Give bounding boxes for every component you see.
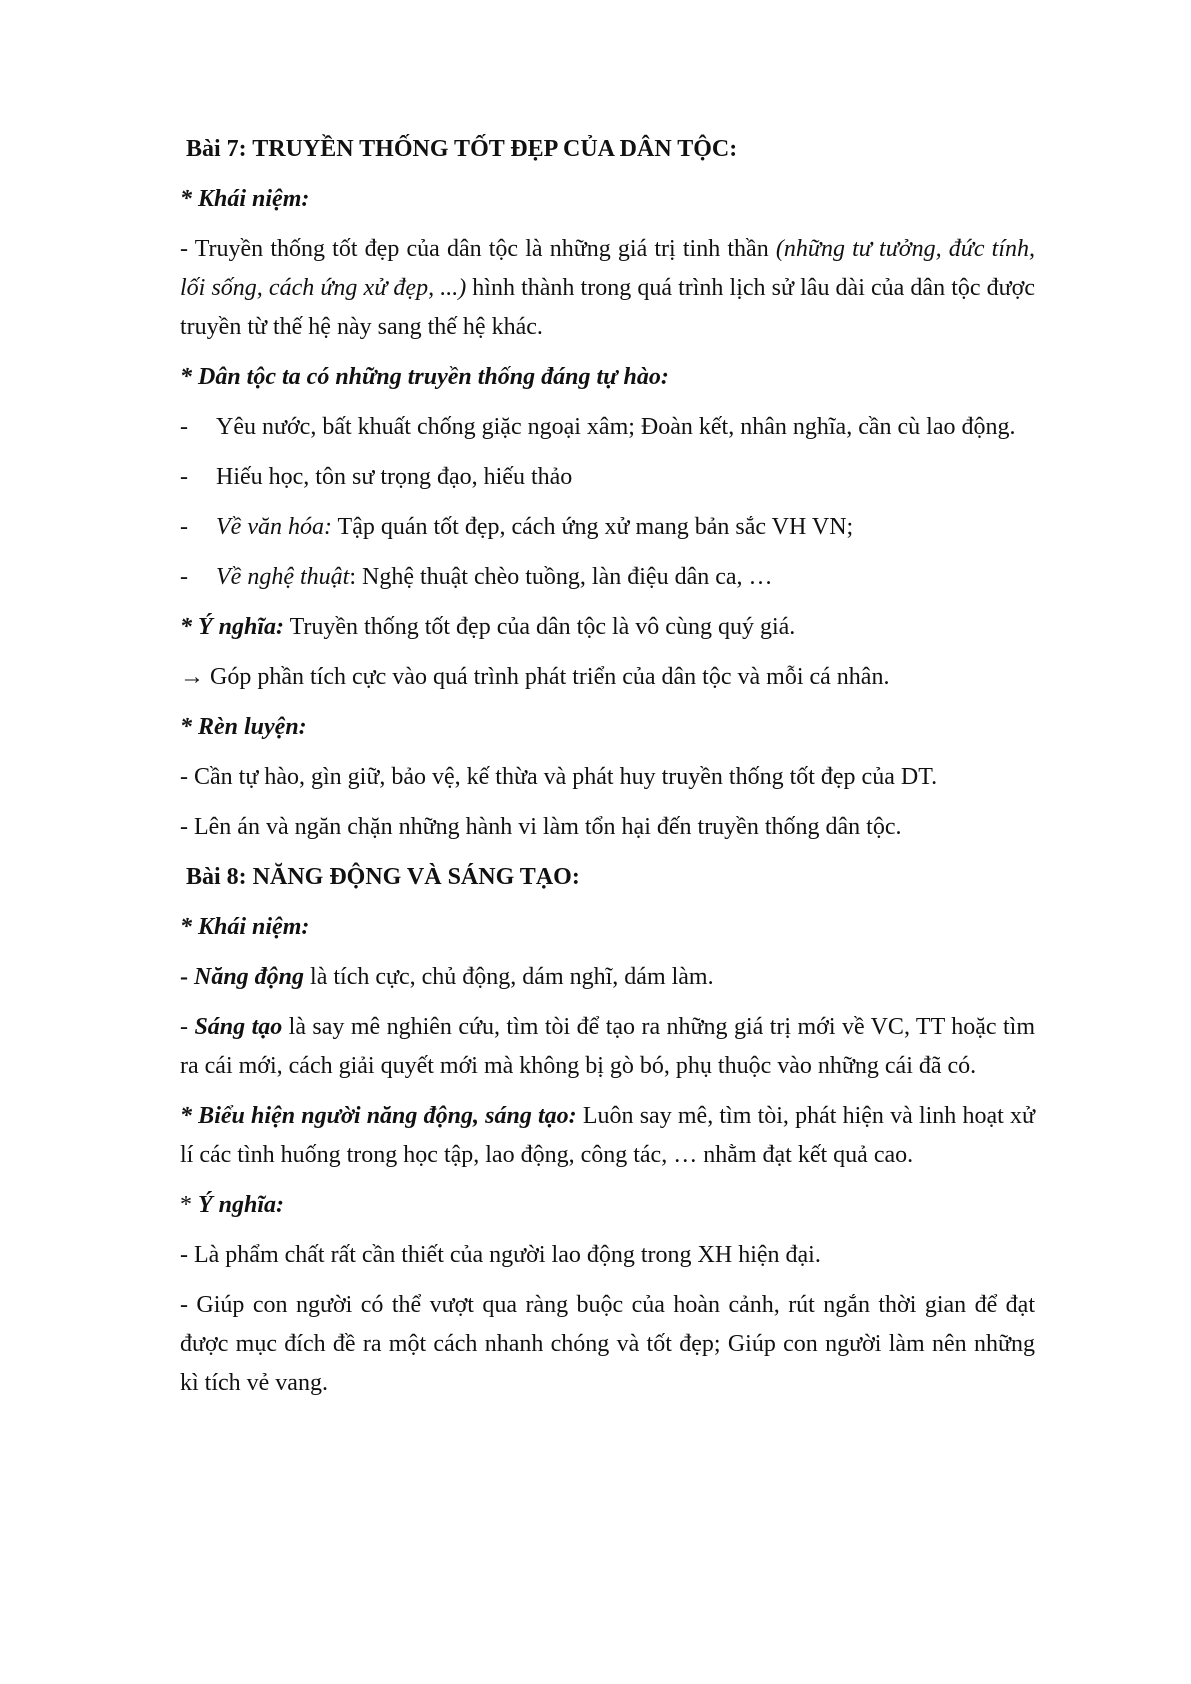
list-dash: -: [180, 564, 188, 590]
tradition-list-item: [180, 558, 1035, 597]
practice-item: - Lên án và ngăn chặn những hành vi làm tổn hại đến truyền thống dân tộc.: [180, 814, 902, 840]
lesson-8-concept-heading: * Khái niệm:: [180, 914, 310, 940]
lesson-7-concept-paragraph: [180, 230, 1035, 347]
lesson-7-title: Bài 7: TRUYỀN THỐNG TỐT ĐẸP CỦA DÂN TỘC:: [186, 136, 738, 162]
tradition-list-item: [180, 508, 1035, 547]
concept-text-end: hình thành trong quá trình lịch sử lâu dài của dân tộc được truyền từ thế hệ này sang thế hệ khác.: [180, 275, 1035, 340]
meaning-heading: * Ý nghĩa:: [180, 614, 285, 640]
meaning-item: - Giúp con người có thể vượt qua ràng buộc của hoàn cảnh, rút ngắn thời gian để đạt được mục đích đề ra một cách nhanh chóng và tốt đẹp; Giúp con người làm nên những kì tích vẻ vang.: [180, 1292, 1035, 1396]
creative-definition: - Sáng tạo là say mê nghiên cứu, tìm tòi để tạo ra những giá trị mới về VC, TT hoặc tìm ra cái mới, cách giải quyết mới mà không bị gò bó, phụ thuộc vào những cái đã có.: [180, 1014, 1035, 1079]
tradition-text: Về nghệ thuật: Nghệ thuật chèo tuồng, làn điệu dân ca, …: [216, 564, 773, 590]
meaning-text: Truyền thống tốt đẹp của dân tộc là vô cùng quý giá.: [284, 614, 796, 640]
lesson-7-practice-heading: * Rèn luyện:: [180, 714, 307, 740]
dynamic-term: Năng động: [194, 964, 305, 990]
list-dash: -: [180, 414, 188, 440]
dynamic-definition: - Năng động là tích cực, chủ động, dám nghĩ, dám làm.: [180, 964, 714, 990]
practice-item: - Cần tự hào, gìn giữ, bảo vệ, kế thừa và phát huy truyền thống tốt đẹp của DT.: [180, 764, 938, 790]
lesson-7-traditions-heading: * Dân tộc ta có những truyền thống đáng tự hào:: [180, 364, 669, 390]
lesson-7-meaning: [180, 608, 1035, 647]
expression-paragraph: * Biểu hiện người năng động, sáng tạo: Luôn say mê, tìm tòi, phát hiện và linh hoạt xử lí các tình huống trong học tập, lao động, công tác, … nhằm đạt kết quả cao.: [180, 1103, 1035, 1168]
list-dash: -: [180, 464, 188, 490]
tradition-list-item: [180, 408, 1035, 447]
tradition-list-item: [180, 458, 1035, 497]
lesson-8-meaning-heading: * Ý nghĩa:: [180, 1192, 285, 1218]
lesson-7-meaning-result: → Góp phần tích cực vào quá trình phát triển của dân tộc và mỗi cá nhân.: [180, 664, 890, 690]
concept-italic-text: (những tư tưởng, đức tính, lối sống, cách ứng xử đẹp, ...): [180, 236, 1035, 301]
expression-heading: * Biểu hiện người năng động, sáng tạo:: [180, 1103, 577, 1129]
document-page: [180, 130, 1035, 1414]
lesson-8-title: Bài 8: NĂNG ĐỘNG VÀ SÁNG TẠO:: [186, 864, 580, 890]
list-dash: -: [180, 514, 188, 540]
tradition-text: Yêu nước, bất khuất chống giặc ngoại xâm; Đoàn kết, nhân nghĩa, cần cù lao động.: [216, 414, 1016, 440]
creative-term: Sáng tạo: [194, 1014, 283, 1040]
lesson-7-concept-heading: * Khái niệm:: [180, 186, 310, 212]
tradition-text: Về văn hóa: Tập quán tốt đẹp, cách ứng xử mang bản sắc VH VN;: [216, 514, 854, 540]
tradition-text: Hiếu học, tôn sư trọng đạo, hiếu thảo: [216, 464, 573, 490]
concept-text: - Truyền thống tốt đẹp của dân tộc là những giá trị tinh thần: [180, 236, 776, 262]
meaning-item: - Là phẩm chất rất cần thiết của người lao động trong XH hiện đại.: [180, 1242, 821, 1268]
